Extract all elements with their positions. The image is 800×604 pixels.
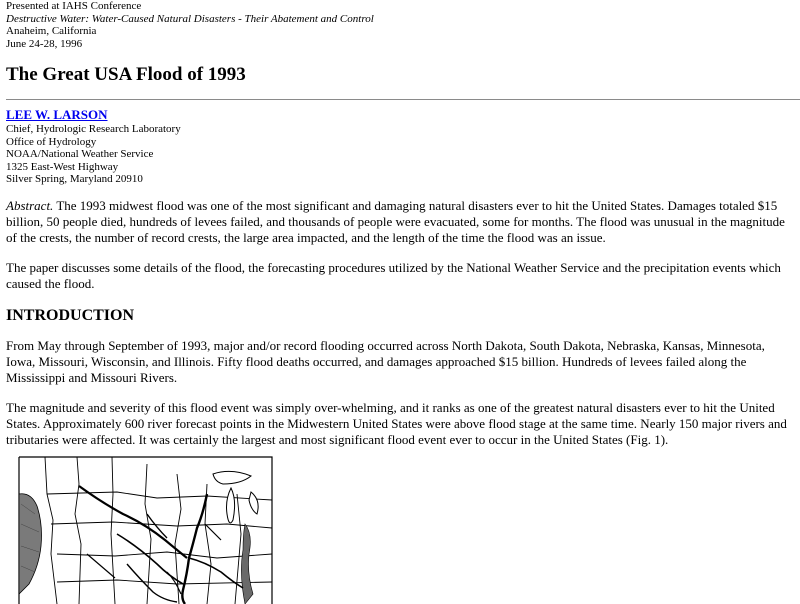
affiliation-line: Office of Hydrology bbox=[6, 135, 97, 148]
abstract-label: Abstract. bbox=[6, 197, 54, 213]
section-heading-introduction: INTRODUCTION bbox=[6, 306, 135, 324]
usa-map-image bbox=[17, 454, 277, 604]
page-title: The Great USA Flood of 1993 bbox=[6, 64, 246, 85]
abstract-paragraph bbox=[6, 198, 794, 246]
author-name-link[interactable]: LEE W. LARSON bbox=[6, 107, 108, 122]
conference-dates: June 24-28, 1996 bbox=[6, 37, 83, 50]
intro-paragraph-1: From May through September of 1993, major and/or record flooding occurred across North Dakota, South Dakota, Nebraska, Kansas, Minnesota, Iowa, Missouri, Wisconsin, and Illinois. Fifty flood deaths occurred, and damages approached $15 billion. Hundreds of levees failed along the Mississippi and Missouri Rivers. bbox=[6, 337, 765, 385]
abstract-paragraph-2: The paper discusses some details of the flood, the forecasting procedures utilized by the National Weather Service and the precipitation events which caused the flood. bbox=[6, 259, 781, 291]
intro-paragraph-2: The magnitude and severity of this flood event was simply over-whelming, and it ranks as one of the greatest natural disasters ever to hit the United States. Approximately 600 river forecast points in the Midwestern United States were above flood stage at the same time. Nearly 150 major rivers and tributaries were affected. It was certainly the largest and most significant flood event ever to occur in the United States (Fig. 1). bbox=[6, 399, 787, 447]
conference-location: Anaheim, California bbox=[6, 25, 97, 37]
conference-theme: Destructive Water: Water-Caused Natural Disasters - Their Abatement and Control bbox=[6, 12, 374, 25]
author-block bbox=[6, 107, 794, 186]
conference-line: Presented at IAHS Conference bbox=[6, 0, 142, 12]
affiliation-line: Chief, Hydrologic Research Laboratory bbox=[6, 123, 181, 135]
conference-header bbox=[6, 0, 794, 50]
affiliation-line: NOAA/National Weather Service bbox=[6, 148, 154, 160]
affiliation-line: Silver Spring, Maryland 20910 bbox=[6, 173, 143, 185]
abstract-text: The 1993 midwest flood was one of the most significant and damaging natural disasters ever to hit the United States. Damages totaled $15 billion, 50 people died, hundreds of levees failed, and thousands of people were evacuated, some for months. The flood was unusual in the magnitude of the crests, the number of record crests, the large area impacted, and the length of the time the flood was an issue. bbox=[6, 197, 785, 245]
flood-map-figure bbox=[17, 454, 277, 604]
author-affiliation bbox=[6, 123, 794, 186]
affiliation-line: 1325 East-West Highway bbox=[6, 160, 119, 173]
horizontal-divider bbox=[6, 99, 800, 100]
